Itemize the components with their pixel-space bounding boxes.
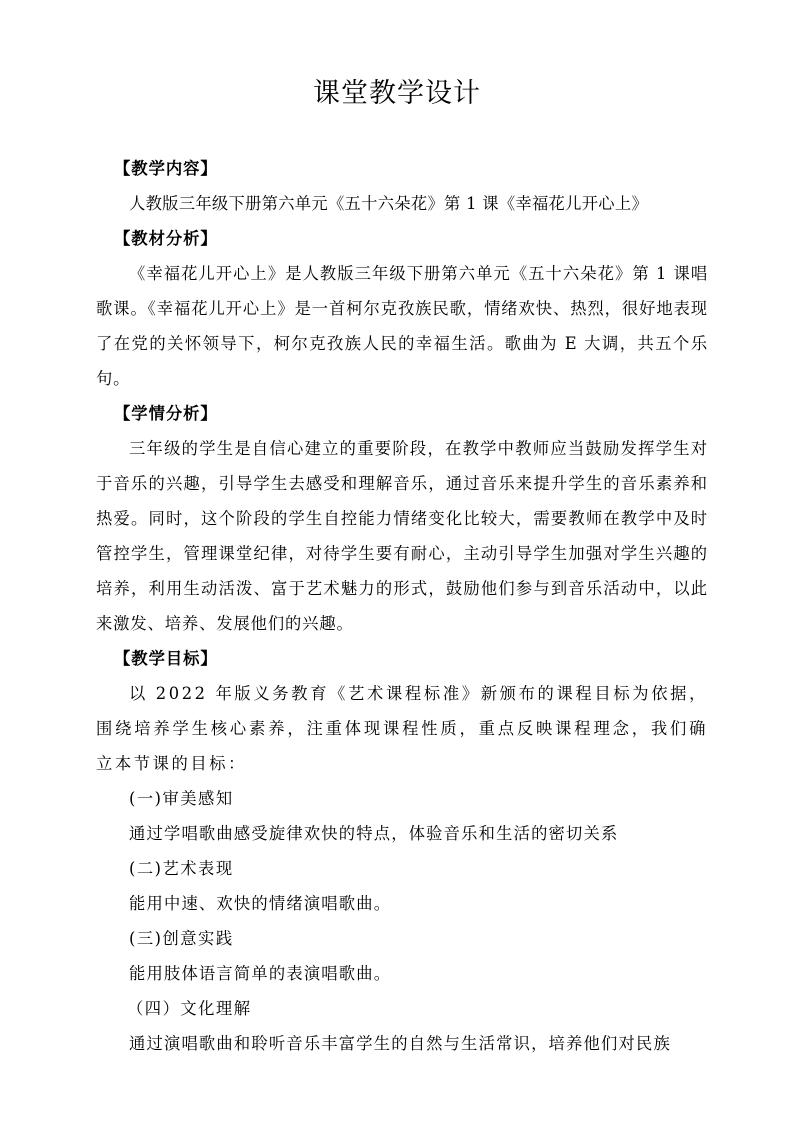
section-heading-material: 【教材分析】 xyxy=(114,229,218,248)
goal-text-3: 能用肢体语言简单的表演唱歌曲。 xyxy=(129,964,392,983)
section-heading-learners: 【学情分析】 xyxy=(114,404,218,423)
document-body xyxy=(96,151,708,1061)
material-text: 《幸福花儿开心上》是人教版三年级下册第六单元《五十六朵花》第 1 课唱歌课。《幸福花儿开心上》是一首柯尔克孜族民歌，情绪欢快、热烈，很好地表现了在党的关怀领导下，柯尔克孜族人民的幸福生活。歌曲为 E 大调，共五个乐句。 xyxy=(96,264,708,388)
content-text: 人教版三年级下册第六单元《五十六朵花》第 1 课《幸福花儿开心上》 xyxy=(129,194,649,213)
section-heading-content: 【教学内容】 xyxy=(114,159,218,178)
goals-intro-text: 以 2022 年版义务教育《艺术课程标准》新颁布的课程目标为依据，围绕培养学生核心素养，注重体现课程性质，重点反映课程理念，我们确立本节课的目标： xyxy=(96,684,708,773)
goal-label-3: (三)创意实践 xyxy=(129,929,234,948)
learners-text: 三年级的学生是自信心建立的重要阶段，在教学中教师应当鼓励发挥学生对于音乐的兴趣，引导学生去感受和理解音乐，通过音乐来提升学生的音乐素养和热爱。同时，这个阶段的学生自控能力情绪变化比较大，需要教师在教学中及时管控学生，管理课堂纪律，对待学生要有耐心，主动引导学生加强对学生兴趣的培养，利用生动活泼、富于艺术魅力的形式，鼓励他们参与到音乐活动中，以此来激发、培养、发展他们的兴趣。 xyxy=(96,439,708,633)
page-title: 课堂教学设计 xyxy=(313,78,481,109)
goal-text-1: 通过学唱歌曲感受旋律欢快的特点，体验音乐和生活的密切关系 xyxy=(129,824,619,843)
goal-label-2: (二)艺术表现 xyxy=(129,859,234,878)
goal-label-1: (一)审美感知 xyxy=(129,789,234,808)
goal-text-4: 通过演唱歌曲和聆听音乐丰富学生的自然与生活常识，培养他们对民族 xyxy=(129,1034,671,1053)
goal-text-2: 能用中速、欢快的情绪演唱歌曲。 xyxy=(129,894,392,913)
goal-label-4: （四）文化理解 xyxy=(127,999,252,1018)
section-heading-goals: 【教学目标】 xyxy=(114,649,218,668)
